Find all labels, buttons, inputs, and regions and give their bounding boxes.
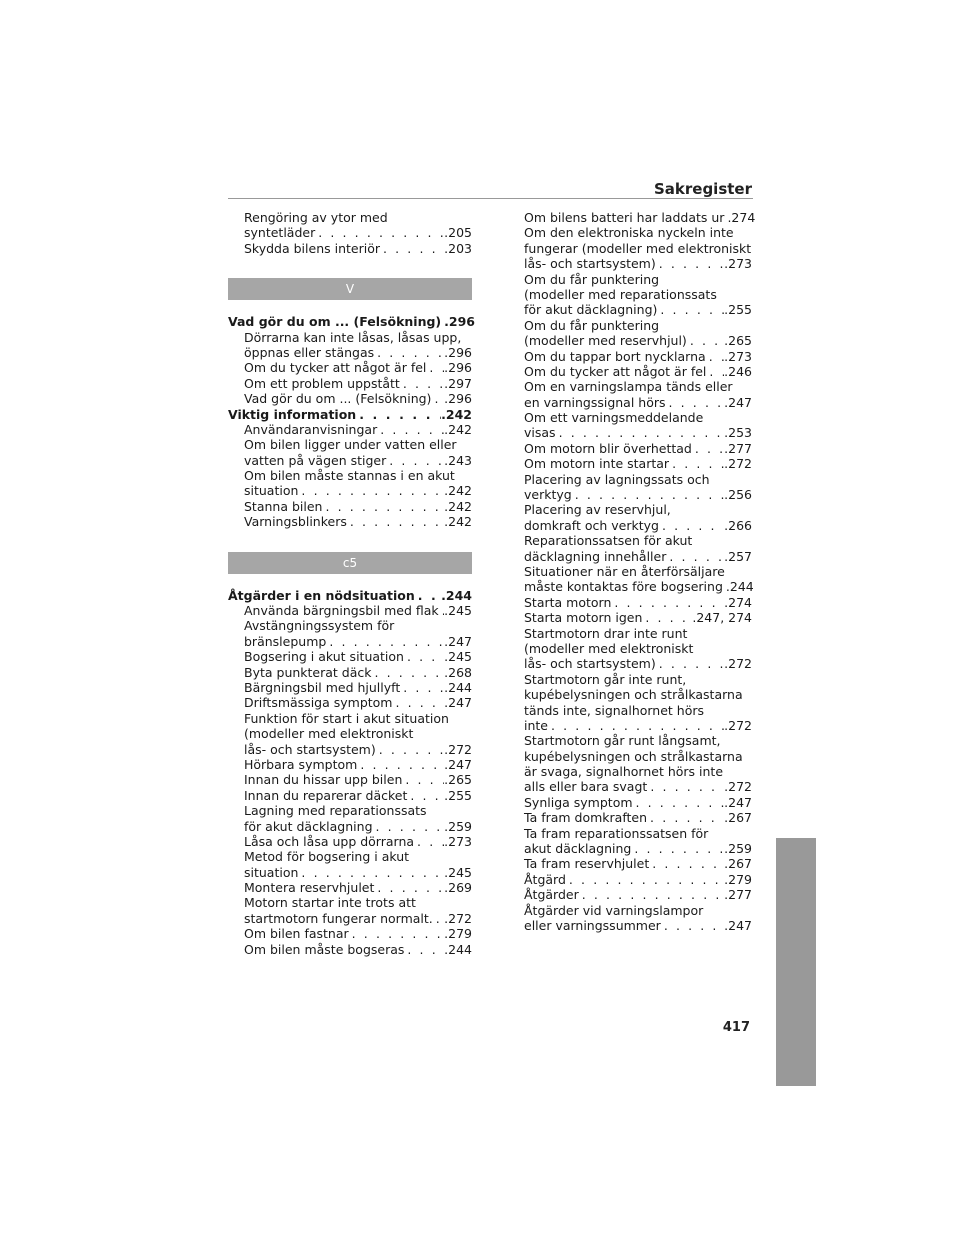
- index-entry-text: öppnas eller stängas: [244, 344, 375, 360]
- index-entry-text: Ta fram reparationssatsen för: [524, 825, 709, 841]
- index-entry-page: .272: [724, 656, 752, 672]
- index-entry-text: (modeller med elektroniskt: [244, 726, 414, 742]
- index-entry-page: .267: [724, 810, 752, 826]
- index-entry: [228, 603, 472, 618]
- index-entry-text: Om du tappar bort nycklarna: [524, 348, 706, 364]
- index-entry: [228, 225, 472, 240]
- index-entry: [524, 410, 752, 425]
- dot-leader: [647, 810, 724, 825]
- index-entry: [524, 549, 752, 564]
- index-entry: [228, 468, 472, 483]
- index-entry-text: Byta punkterat däck: [244, 664, 372, 680]
- index-entry-text: Vad gör du om ... (Felsökning): [228, 314, 442, 330]
- index-entry-text: måste kontaktas före bogsering: [524, 579, 723, 595]
- index-entry: [524, 210, 756, 225]
- index-entry-text: Avstängningssystem för: [244, 618, 395, 634]
- index-entry: [524, 595, 752, 610]
- index-entry-page: .255: [724, 302, 752, 318]
- dot-leader: [347, 514, 444, 529]
- index-entry-page: .272: [444, 741, 472, 757]
- index-entry-text: inte: [524, 717, 548, 733]
- index-column-right: [524, 210, 756, 933]
- index-entry-text: Om bilens batteri har laddats ur: [524, 210, 725, 225]
- index-entry: [524, 749, 752, 764]
- index-entry-page: .244: [725, 579, 754, 595]
- index-entry-text: Åtgärder vid varningslampor: [524, 902, 704, 918]
- index-entry: [524, 764, 752, 779]
- dot-leader: [656, 256, 724, 271]
- index-entry: [228, 865, 472, 880]
- index-entry: [228, 483, 472, 498]
- index-entry: [228, 634, 472, 649]
- dot-leader: [666, 549, 724, 564]
- index-entry-page: .243: [444, 452, 472, 468]
- index-entry-page: .279: [724, 871, 752, 887]
- dot-leader: [431, 391, 444, 406]
- index-entry-text: Ta fram domkraften: [524, 810, 648, 826]
- index-entry: [228, 241, 472, 256]
- index-entry: [228, 376, 472, 391]
- index-entry-page: .242: [444, 498, 472, 514]
- index-entry: [524, 333, 752, 348]
- dot-leader: [298, 865, 444, 880]
- index-entry-page: .267: [724, 856, 752, 872]
- index-entry-page: .297: [444, 375, 472, 391]
- index-entry: [524, 472, 752, 487]
- index-entry: [228, 803, 472, 818]
- index-entry-text: Om du tycker att något är fel: [244, 360, 427, 376]
- index-entry-page: .266: [724, 517, 752, 533]
- index-entry: [524, 610, 752, 625]
- index-entry: [524, 302, 752, 317]
- index-entry-page: .296: [444, 360, 472, 376]
- index-entry-page: .245: [444, 864, 472, 880]
- index-entry: [524, 379, 752, 394]
- index-entry-text: Om bilen måste bogseras: [244, 941, 405, 957]
- index-entry-text: domkraft och verktyg: [524, 517, 659, 533]
- index-entry: [524, 826, 752, 841]
- index-entry-text: Bärgningsbil med hjullyft: [244, 679, 401, 695]
- index-entry-text: visas: [524, 425, 556, 441]
- index-entry: [228, 695, 472, 710]
- index-entry-text: vatten på vägen stiger: [244, 452, 387, 468]
- index-entry: [524, 810, 752, 825]
- dot-leader: [656, 656, 724, 671]
- index-entry: [228, 618, 472, 633]
- index-entry: [228, 711, 472, 726]
- index-entry-text: Användaranvisningar: [244, 421, 378, 437]
- index-entry-page: .273: [724, 348, 752, 364]
- index-entry-page: .242: [444, 421, 472, 437]
- dot-leader: [687, 333, 724, 348]
- index-entry-page: .274: [727, 210, 756, 225]
- index-entry-text: Viktig information: [228, 406, 357, 422]
- dot-leader: [386, 453, 444, 468]
- index-entry-page: .259: [724, 841, 752, 857]
- index-entry-page: .242: [444, 483, 472, 499]
- index-entry-page: .296: [444, 314, 475, 330]
- index-entry-text: Motorn startar inte trots att: [244, 895, 416, 911]
- dot-leader: [407, 788, 444, 803]
- index-entry-text: Varningsblinkers: [244, 514, 347, 530]
- index-entry-text: Placering av reservhjul,: [524, 502, 671, 518]
- dot-leader: [298, 483, 444, 498]
- dot-leader: [426, 360, 444, 375]
- index-entry: [524, 872, 752, 887]
- chapter-side-tab: [776, 838, 816, 1086]
- dot-leader: [631, 841, 724, 856]
- index-entry: [524, 272, 752, 287]
- dot-leader: [706, 349, 724, 364]
- index-entry: [524, 349, 752, 364]
- index-entry-text: Dörrarna kan inte låsas, låsas upp,: [244, 329, 462, 345]
- index-entry-text: Åtgärder i en nödsituation: [228, 587, 415, 603]
- index-entry: [524, 564, 752, 579]
- index-entry-text: lås- och startsystem): [524, 656, 656, 672]
- dot-leader: [642, 610, 692, 625]
- index-entry-text: Synliga symptom: [524, 794, 633, 810]
- index-entry-page: .203: [444, 240, 472, 256]
- index-entry: [524, 687, 752, 702]
- index-entry: [524, 225, 752, 240]
- index-entry-page: .272: [724, 779, 752, 795]
- index-entry-text: Montera reservhjulet: [244, 880, 375, 896]
- dot-leader: [657, 302, 724, 317]
- header-divider: [228, 198, 753, 199]
- index-entry-page: .205: [444, 225, 472, 241]
- dot-leader: [649, 856, 724, 871]
- index-entry-text: Låsa och låsa upp dörrarna: [244, 833, 415, 849]
- dot-leader: [400, 680, 444, 695]
- dot-leader: [373, 819, 445, 834]
- index-entry-page: .247: [724, 394, 752, 410]
- index-entry: [228, 911, 472, 926]
- index-entry-text: tänds inte, signalhornet hörs: [524, 702, 705, 718]
- index-entry: [524, 256, 752, 271]
- index-entry-text: en varningssignal hörs: [524, 394, 666, 410]
- index-entry: [524, 487, 752, 502]
- index-entry-text: Om ett problem uppstått: [244, 375, 400, 391]
- dot-leader: [666, 395, 725, 410]
- index-entry-text: kupébelysningen och strålkastarna: [524, 687, 743, 703]
- dot-leader: [376, 742, 444, 757]
- index-entry-text: Om motorn blir överhettad: [524, 440, 692, 456]
- index-entry: [228, 665, 472, 680]
- index-entry-page: .277: [724, 887, 752, 903]
- index-heading-entry: [228, 407, 472, 422]
- index-heading-entry: [228, 314, 475, 330]
- dot-leader: [349, 926, 445, 941]
- index-entry-text: Reparationssatsen för akut: [524, 533, 693, 549]
- dot-leader: [414, 834, 444, 849]
- index-entry-text: akut däcklagning: [524, 841, 632, 857]
- dot-leader: [706, 364, 724, 379]
- index-entry: [228, 880, 472, 895]
- index-entry: [524, 579, 752, 594]
- index-entry-page: .242: [441, 406, 472, 422]
- index-entry: [228, 210, 472, 225]
- index-entry: [524, 841, 752, 856]
- index-entry: [524, 626, 752, 641]
- index-entry-text: situation: [244, 864, 299, 880]
- index-entry-text: Innan du hissar upp bilen: [244, 772, 403, 788]
- index-entry-page: .269: [444, 880, 472, 896]
- dot-leader: [611, 595, 724, 610]
- index-entry-text: Bogsering i akut situation: [244, 649, 404, 665]
- index-entry: [524, 456, 752, 471]
- index-heading-entry: [228, 588, 472, 603]
- index-entry-text: kupébelysningen och strålkastarna: [524, 748, 743, 764]
- dot-leader: [659, 518, 724, 533]
- index-entry: [228, 757, 472, 772]
- index-entry-text: Om bilen måste stannas i en akut: [244, 468, 455, 484]
- index-entry-page: .256: [724, 487, 752, 503]
- dot-leader: [322, 499, 444, 514]
- index-entry-text: Om du tycker att något är fel: [524, 363, 707, 379]
- dot-leader: [415, 588, 441, 603]
- index-entry: [524, 241, 752, 256]
- index-entry-text: Om du får punktering: [524, 271, 660, 287]
- dot-leader: [357, 757, 444, 772]
- index-entry-page: .245: [444, 603, 472, 619]
- index-entry: [228, 649, 472, 664]
- index-entry: [524, 518, 752, 533]
- index-entry: [524, 318, 752, 333]
- index-entry-text: Använda bärgningsbil med flak: [244, 603, 439, 619]
- index-entry: [524, 533, 752, 548]
- index-entry: [524, 856, 752, 871]
- index-entry: [524, 918, 752, 933]
- dot-leader: [566, 872, 724, 887]
- index-entry-page: .296: [444, 391, 472, 407]
- index-entry: [228, 834, 472, 849]
- index-entry-page: .247: [444, 633, 472, 649]
- index-entry: [228, 345, 472, 360]
- index-entry-text: Innan du reparerar däcket: [244, 787, 408, 803]
- index-entry: [228, 391, 472, 406]
- index-entry: [228, 895, 472, 910]
- index-entry-text: Placering av lagningssats och: [524, 471, 710, 487]
- index-entry-page: .265: [444, 772, 472, 788]
- index-entry-page: .244: [444, 679, 472, 695]
- index-entry: [524, 887, 752, 902]
- index-entry-text: startmotorn fungerar normalt.: [244, 910, 433, 926]
- index-entry-text: Funktion för start i akut situation: [244, 710, 449, 726]
- index-entry-page: .268: [444, 664, 472, 680]
- index-entry: [524, 718, 752, 733]
- index-entry-text: Om bilen ligger under vatten eller: [244, 437, 457, 453]
- index-entry-text: Om bilen fastnar: [244, 926, 349, 942]
- index-entry-text: lås- och startsystem): [244, 741, 376, 757]
- dot-leader: [433, 911, 444, 926]
- index-entry-page: .246: [724, 363, 752, 379]
- index-entry-text: Åtgärd: [524, 871, 566, 887]
- index-entry-page: .274: [724, 594, 752, 610]
- index-entry: [228, 772, 472, 787]
- index-entry-text: Skydda bilens interiör: [244, 240, 380, 256]
- dot-leader: [402, 772, 444, 787]
- index-entry-text: Om du får punktering: [524, 317, 660, 333]
- index-entry: [524, 703, 752, 718]
- index-entry: [228, 499, 472, 514]
- dot-leader: [326, 634, 444, 649]
- page-number: 417: [722, 1020, 750, 1035]
- index-entry: [524, 903, 752, 918]
- index-entry-text: (modeller med reservhjul): [524, 333, 687, 349]
- dot-leader: [380, 241, 444, 256]
- index-entry-text: (modeller med elektroniskt: [524, 640, 694, 656]
- index-entry-page: .272: [724, 717, 752, 733]
- index-entry: [524, 733, 752, 748]
- index-entry-text: lås- och startsystem): [524, 256, 656, 272]
- section-letter-band: c5: [228, 552, 472, 574]
- dot-leader: [315, 225, 444, 240]
- dot-leader: [400, 376, 444, 391]
- index-entry: [228, 514, 472, 529]
- index-entry: [524, 441, 752, 456]
- index-entry-text: Starta motorn: [524, 594, 612, 610]
- index-entry-text: Stanna bilen: [244, 498, 323, 514]
- index-entry-text: (modeller med reparationssats: [524, 286, 717, 302]
- index-entry: [228, 926, 472, 941]
- index-entry-page: .277: [724, 440, 752, 456]
- index-entry-page: .242: [444, 514, 472, 530]
- dot-leader: [556, 425, 725, 440]
- index-entry: [228, 680, 472, 695]
- dot-leader: [377, 422, 444, 437]
- index-entry: [524, 364, 752, 379]
- index-entry-text: verktyg: [524, 487, 572, 503]
- index-entry: [228, 942, 472, 957]
- index-entry: [228, 422, 472, 437]
- index-entry-page: .257: [724, 548, 752, 564]
- dot-leader: [392, 695, 444, 710]
- index-entry-text: Startmotorn drar inte runt: [524, 625, 688, 641]
- dot-leader: [669, 456, 724, 471]
- index-entry-text: Hörbara symptom: [244, 756, 358, 772]
- index-entry-text: Ta fram reservhjulet: [524, 856, 650, 872]
- index-entry: [524, 795, 752, 810]
- dot-leader: [647, 779, 724, 794]
- index-entry-text: Vad gör du om ... (Felsökning): [244, 391, 432, 407]
- index-entry-text: Om en varningslampa tänds eller: [524, 379, 733, 395]
- index-entry: [524, 656, 752, 671]
- index-entry: [524, 287, 752, 302]
- index-entry-page: .247: [444, 756, 472, 772]
- index-entry-text: Om motorn inte startar: [524, 456, 670, 472]
- index-entry-text: syntetläder: [244, 225, 316, 241]
- index-entry-text: Startmotorn går inte runt,: [524, 671, 687, 687]
- index-entry-text: Rengöring av ytor med: [244, 210, 388, 225]
- index-entry: [228, 330, 472, 345]
- index-entry-text: Om ett varningsmeddelande: [524, 410, 704, 426]
- index-entry-page: .296: [444, 344, 472, 360]
- index-entry-text: fungerar (modeller med elektroniskt: [524, 240, 752, 256]
- dot-leader: [661, 918, 724, 933]
- index-entry: [524, 641, 752, 656]
- dot-leader: [374, 880, 444, 895]
- index-entry-page: .272: [724, 456, 752, 472]
- index-entry: [524, 672, 752, 687]
- dot-leader: [572, 487, 724, 502]
- index-column-left: [228, 210, 475, 957]
- index-entry: [524, 502, 752, 517]
- index-entry-page: .245: [444, 649, 472, 665]
- index-entry-page: .247: [444, 695, 472, 711]
- index-entry-text: Startmotorn går runt långsamt,: [524, 733, 721, 749]
- index-entry-page: .273: [444, 833, 472, 849]
- dot-leader: [374, 345, 444, 360]
- index-entry: [228, 742, 472, 757]
- index-entry-text: är svaga, signalhornet hörs inte: [524, 764, 724, 780]
- index-entry-text: Åtgärder: [524, 887, 579, 903]
- index-entry: [228, 849, 472, 864]
- index-entry-page: .253: [724, 425, 752, 441]
- index-entry-text: Metod för bogsering i akut: [244, 849, 410, 865]
- index-entry: [228, 788, 472, 803]
- index-entry-text: för akut däcklagning): [524, 302, 658, 318]
- index-entry-page: .273: [724, 256, 752, 272]
- index-entry-page: .255: [444, 787, 472, 803]
- index-entry-page: .265: [724, 333, 752, 349]
- index-entry: [228, 819, 472, 834]
- dot-leader: [404, 942, 444, 957]
- index-entry-text: däcklagning innehåller: [524, 548, 667, 564]
- index-entry-page: .247: [724, 917, 752, 933]
- index-entry: [228, 360, 472, 375]
- index-entry-text: eller varningssummer: [524, 917, 661, 933]
- dot-leader: [404, 649, 444, 664]
- dot-leader: [356, 407, 441, 422]
- index-entry-page: .279: [444, 926, 472, 942]
- index-entry-page: .244: [444, 941, 472, 957]
- dot-leader: [548, 718, 724, 733]
- dot-leader: [372, 665, 445, 680]
- index-entry-text: Om den elektroniska nyckeln inte: [524, 225, 734, 241]
- index-entry-text: alls eller bara svagt: [524, 779, 648, 795]
- index-entry-text: Lagning med reparationssats: [244, 803, 427, 819]
- index-entry: [228, 437, 472, 452]
- index-entry-text: situation: [244, 483, 299, 499]
- index-entry-text: Situationer när en återförsäljare: [524, 563, 725, 579]
- index-entry-page: .272: [444, 910, 472, 926]
- index-entry: [524, 779, 752, 794]
- index-entry-text: bränslepump: [244, 633, 327, 649]
- dot-leader: [579, 887, 724, 902]
- dot-leader: [692, 441, 724, 456]
- index-entry-page: .247, 274: [692, 610, 752, 626]
- index-entry: [228, 453, 472, 468]
- index-entry: [228, 726, 472, 741]
- page-header-title: Sakregister: [653, 180, 752, 198]
- index-entry-text: Driftsmässiga symptom: [244, 695, 393, 711]
- index-entry-page: .244: [441, 587, 472, 603]
- section-letter-band: V: [228, 278, 472, 300]
- index-entry-page: .259: [444, 818, 472, 834]
- index-entry-text: Starta motorn igen: [524, 610, 643, 626]
- index-entry-page: .247: [724, 794, 752, 810]
- index-entry: [524, 425, 752, 440]
- dot-leader: [633, 795, 725, 810]
- index-entry-text: för akut däcklagning: [244, 818, 373, 834]
- index-entry: [524, 395, 752, 410]
